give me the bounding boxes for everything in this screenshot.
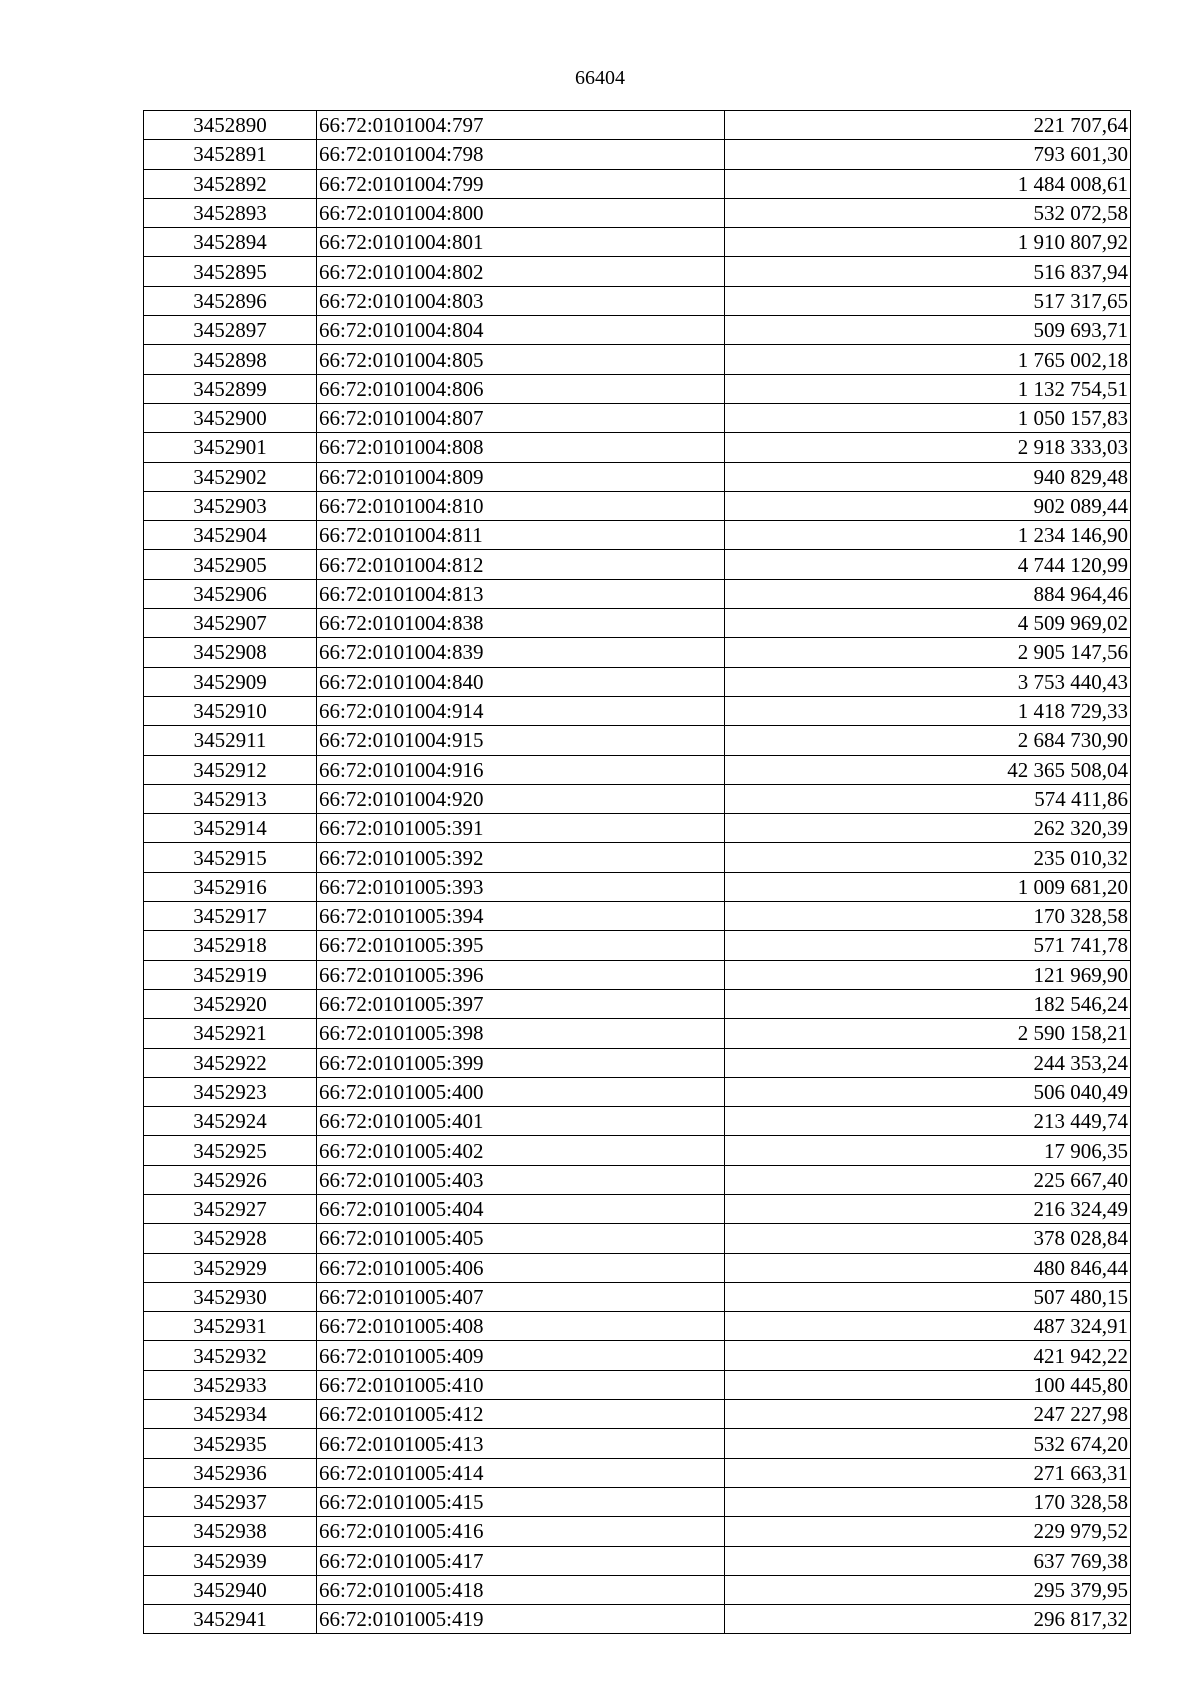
cadastral-number-cell: 66:72:0101005:395 xyxy=(317,931,725,960)
cadastral-number-cell: 66:72:0101005:412 xyxy=(317,1400,725,1429)
cadastral-value-cell: 571 741,78 xyxy=(725,931,1131,960)
cadastral-value-cell: 507 480,15 xyxy=(725,1282,1131,1311)
row-number-cell: 3452916 xyxy=(144,872,317,901)
cadastral-value-cell: 221 707,64 xyxy=(725,111,1131,140)
cadastral-number-cell: 66:72:0101004:809 xyxy=(317,462,725,491)
cadastral-value-cell: 1 132 754,51 xyxy=(725,374,1131,403)
cadastral-number-cell: 66:72:0101005:394 xyxy=(317,902,725,931)
table-row xyxy=(144,1575,1131,1604)
row-number-cell: 3452931 xyxy=(144,1312,317,1341)
row-number-cell: 3452924 xyxy=(144,1107,317,1136)
table-row xyxy=(144,1517,1131,1546)
cadastral-value-cell: 940 829,48 xyxy=(725,462,1131,491)
cadastral-value-cell: 884 964,46 xyxy=(725,579,1131,608)
table-row xyxy=(144,521,1131,550)
table-row xyxy=(144,462,1131,491)
table-row xyxy=(144,403,1131,432)
table-row xyxy=(144,374,1131,403)
table-row xyxy=(144,198,1131,227)
row-number-cell: 3452939 xyxy=(144,1546,317,1575)
table-row xyxy=(144,1019,1131,1048)
cadastral-value-cell: 296 817,32 xyxy=(725,1605,1131,1634)
row-number-cell: 3452907 xyxy=(144,609,317,638)
cadastral-number-cell: 66:72:0101005:397 xyxy=(317,989,725,1018)
cadastral-value-cell: 121 969,90 xyxy=(725,960,1131,989)
cadastral-number-cell: 66:72:0101004:812 xyxy=(317,550,725,579)
row-number-cell: 3452920 xyxy=(144,989,317,1018)
row-number-cell: 3452891 xyxy=(144,140,317,169)
row-number-cell: 3452925 xyxy=(144,1136,317,1165)
cadastral-value-cell: 2 918 333,03 xyxy=(725,433,1131,462)
cadastral-number-cell: 66:72:0101004:801 xyxy=(317,228,725,257)
cadastral-value-cell: 247 227,98 xyxy=(725,1400,1131,1429)
row-number-cell: 3452913 xyxy=(144,784,317,813)
cadastral-number-cell: 66:72:0101005:392 xyxy=(317,843,725,872)
cadastral-number-cell: 66:72:0101004:840 xyxy=(317,667,725,696)
table-row xyxy=(144,550,1131,579)
cadastral-value-cell: 4 744 120,99 xyxy=(725,550,1131,579)
cadastral-number-cell: 66:72:0101005:409 xyxy=(317,1341,725,1370)
cadastral-number-cell: 66:72:0101005:405 xyxy=(317,1224,725,1253)
row-number-cell: 3452898 xyxy=(144,345,317,374)
cadastral-number-cell: 66:72:0101004:916 xyxy=(317,755,725,784)
cadastral-value-cell: 509 693,71 xyxy=(725,316,1131,345)
table-row xyxy=(144,1253,1131,1282)
cadastral-value-cell: 532 674,20 xyxy=(725,1429,1131,1458)
cadastral-number-cell: 66:72:0101004:797 xyxy=(317,111,725,140)
cadastral-value-cell: 42 365 508,04 xyxy=(725,755,1131,784)
cadastral-value-cell: 1 910 807,92 xyxy=(725,228,1131,257)
cadastral-number-cell: 66:72:0101004:803 xyxy=(317,286,725,315)
cadastral-number-cell: 66:72:0101005:417 xyxy=(317,1546,725,1575)
cadastral-value-cell: 1 484 008,61 xyxy=(725,169,1131,198)
cadastral-value-cell: 421 942,22 xyxy=(725,1341,1131,1370)
table-row xyxy=(144,902,1131,931)
table-row xyxy=(144,609,1131,638)
row-number-cell: 3452934 xyxy=(144,1400,317,1429)
row-number-cell: 3452899 xyxy=(144,374,317,403)
row-number-cell: 3452926 xyxy=(144,1165,317,1194)
table-row xyxy=(144,931,1131,960)
cadastral-value-cell: 480 846,44 xyxy=(725,1253,1131,1282)
cadastral-value-cell: 517 317,65 xyxy=(725,286,1131,315)
table-row xyxy=(144,726,1131,755)
row-number-cell: 3452912 xyxy=(144,755,317,784)
row-number-cell: 3452941 xyxy=(144,1605,317,1634)
cadastral-value-cell: 532 072,58 xyxy=(725,198,1131,227)
table-row xyxy=(144,784,1131,813)
cadastral-number-cell: 66:72:0101005:408 xyxy=(317,1312,725,1341)
cadastral-number-cell: 66:72:0101005:413 xyxy=(317,1429,725,1458)
cadastral-value-cell: 516 837,94 xyxy=(725,257,1131,286)
row-number-cell: 3452921 xyxy=(144,1019,317,1048)
row-number-cell: 3452933 xyxy=(144,1370,317,1399)
cadastral-value-cell: 2 905 147,56 xyxy=(725,638,1131,667)
cadastral-number-cell: 66:72:0101005:407 xyxy=(317,1282,725,1311)
cadastral-value-table xyxy=(143,110,1131,1634)
table-row xyxy=(144,960,1131,989)
page-number: 66404 xyxy=(575,67,625,89)
table-row xyxy=(144,257,1131,286)
cadastral-number-cell: 66:72:0101005:401 xyxy=(317,1107,725,1136)
table-row xyxy=(144,1282,1131,1311)
cadastral-number-cell: 66:72:0101004:800 xyxy=(317,198,725,227)
cadastral-number-cell: 66:72:0101005:399 xyxy=(317,1048,725,1077)
table-row xyxy=(144,1077,1131,1106)
row-number-cell: 3452929 xyxy=(144,1253,317,1282)
row-number-cell: 3452915 xyxy=(144,843,317,872)
cadastral-number-cell: 66:72:0101005:418 xyxy=(317,1575,725,1604)
cadastral-value-cell: 574 411,86 xyxy=(725,784,1131,813)
table-row xyxy=(144,345,1131,374)
cadastral-number-cell: 66:72:0101004:839 xyxy=(317,638,725,667)
cadastral-number-cell: 66:72:0101005:406 xyxy=(317,1253,725,1282)
cadastral-value-cell: 1 765 002,18 xyxy=(725,345,1131,374)
row-number-cell: 3452936 xyxy=(144,1458,317,1487)
cadastral-value-cell: 295 379,95 xyxy=(725,1575,1131,1604)
cadastral-number-cell: 66:72:0101005:400 xyxy=(317,1077,725,1106)
cadastral-value-cell: 216 324,49 xyxy=(725,1194,1131,1223)
table-row xyxy=(144,1048,1131,1077)
cadastral-value-cell: 4 509 969,02 xyxy=(725,609,1131,638)
cadastral-number-cell: 66:72:0101005:404 xyxy=(317,1194,725,1223)
table-row xyxy=(144,1136,1131,1165)
table-row xyxy=(144,1605,1131,1634)
cadastral-value-cell: 225 667,40 xyxy=(725,1165,1131,1194)
table-row xyxy=(144,1165,1131,1194)
table-body xyxy=(144,111,1131,1634)
cadastral-value-cell: 229 979,52 xyxy=(725,1517,1131,1546)
row-number-cell: 3452892 xyxy=(144,169,317,198)
row-number-cell: 3452935 xyxy=(144,1429,317,1458)
table-row xyxy=(144,286,1131,315)
table-row xyxy=(144,579,1131,608)
cadastral-value-cell: 170 328,58 xyxy=(725,902,1131,931)
cadastral-value-cell: 1 009 681,20 xyxy=(725,872,1131,901)
cadastral-number-cell: 66:72:0101004:807 xyxy=(317,403,725,432)
cadastral-number-cell: 66:72:0101004:799 xyxy=(317,169,725,198)
row-number-cell: 3452910 xyxy=(144,696,317,725)
cadastral-number-cell: 66:72:0101005:419 xyxy=(317,1605,725,1634)
row-number-cell: 3452938 xyxy=(144,1517,317,1546)
table-row xyxy=(144,1546,1131,1575)
cadastral-number-cell: 66:72:0101004:838 xyxy=(317,609,725,638)
table-row xyxy=(144,1341,1131,1370)
row-number-cell: 3452909 xyxy=(144,667,317,696)
table-row xyxy=(144,696,1131,725)
cadastral-number-cell: 66:72:0101005:416 xyxy=(317,1517,725,1546)
row-number-cell: 3452923 xyxy=(144,1077,317,1106)
table-row xyxy=(144,1458,1131,1487)
cadastral-value-cell: 182 546,24 xyxy=(725,989,1131,1018)
cadastral-number-cell: 66:72:0101004:920 xyxy=(317,784,725,813)
cadastral-number-cell: 66:72:0101005:410 xyxy=(317,1370,725,1399)
cadastral-number-cell: 66:72:0101005:403 xyxy=(317,1165,725,1194)
table-row xyxy=(144,1194,1131,1223)
row-number-cell: 3452894 xyxy=(144,228,317,257)
cadastral-value-cell: 2 684 730,90 xyxy=(725,726,1131,755)
table-row xyxy=(144,638,1131,667)
table-row xyxy=(144,169,1131,198)
row-number-cell: 3452895 xyxy=(144,257,317,286)
row-number-cell: 3452917 xyxy=(144,902,317,931)
cadastral-value-cell: 213 449,74 xyxy=(725,1107,1131,1136)
cadastral-number-cell: 66:72:0101005:393 xyxy=(317,872,725,901)
row-number-cell: 3452928 xyxy=(144,1224,317,1253)
cadastral-number-cell: 66:72:0101005:402 xyxy=(317,1136,725,1165)
cadastral-value-cell: 235 010,32 xyxy=(725,843,1131,872)
cadastral-value-cell: 17 906,35 xyxy=(725,1136,1131,1165)
row-number-cell: 3452932 xyxy=(144,1341,317,1370)
cadastral-number-cell: 66:72:0101004:806 xyxy=(317,374,725,403)
row-number-cell: 3452904 xyxy=(144,521,317,550)
cadastral-value-cell: 262 320,39 xyxy=(725,814,1131,843)
row-number-cell: 3452908 xyxy=(144,638,317,667)
cadastral-value-cell: 1 418 729,33 xyxy=(725,696,1131,725)
row-number-cell: 3452900 xyxy=(144,403,317,432)
row-number-cell: 3452914 xyxy=(144,814,317,843)
cadastral-number-cell: 66:72:0101005:415 xyxy=(317,1487,725,1516)
table-row xyxy=(144,1224,1131,1253)
table-row xyxy=(144,989,1131,1018)
cadastral-value-cell: 2 590 158,21 xyxy=(725,1019,1131,1048)
row-number-cell: 3452911 xyxy=(144,726,317,755)
table-row xyxy=(144,491,1131,520)
cadastral-value-cell: 902 089,44 xyxy=(725,491,1131,520)
row-number-cell: 3452901 xyxy=(144,433,317,462)
cadastral-number-cell: 66:72:0101004:808 xyxy=(317,433,725,462)
cadastral-number-cell: 66:72:0101004:813 xyxy=(317,579,725,608)
row-number-cell: 3452919 xyxy=(144,960,317,989)
cadastral-number-cell: 66:72:0101005:396 xyxy=(317,960,725,989)
row-number-cell: 3452902 xyxy=(144,462,317,491)
cadastral-value-cell: 378 028,84 xyxy=(725,1224,1131,1253)
table-row xyxy=(144,1400,1131,1429)
table-row xyxy=(144,316,1131,345)
row-number-cell: 3452922 xyxy=(144,1048,317,1077)
row-number-cell: 3452903 xyxy=(144,491,317,520)
row-number-cell: 3452937 xyxy=(144,1487,317,1516)
table-row xyxy=(144,843,1131,872)
table-row xyxy=(144,140,1131,169)
row-number-cell: 3452897 xyxy=(144,316,317,345)
table-row xyxy=(144,433,1131,462)
row-number-cell: 3452893 xyxy=(144,198,317,227)
row-number-cell: 3452918 xyxy=(144,931,317,960)
cadastral-value-cell: 637 769,38 xyxy=(725,1546,1131,1575)
cadastral-value-cell: 793 601,30 xyxy=(725,140,1131,169)
table-row xyxy=(144,111,1131,140)
row-number-cell: 3452906 xyxy=(144,579,317,608)
cadastral-value-cell: 3 753 440,43 xyxy=(725,667,1131,696)
cadastral-number-cell: 66:72:0101004:798 xyxy=(317,140,725,169)
cadastral-value-cell: 506 040,49 xyxy=(725,1077,1131,1106)
table-row xyxy=(144,1312,1131,1341)
row-number-cell: 3452927 xyxy=(144,1194,317,1223)
cadastral-number-cell: 66:72:0101004:915 xyxy=(317,726,725,755)
table-row xyxy=(144,872,1131,901)
cadastral-value-cell: 487 324,91 xyxy=(725,1312,1131,1341)
cadastral-number-cell: 66:72:0101005:414 xyxy=(317,1458,725,1487)
cadastral-number-cell: 66:72:0101004:914 xyxy=(317,696,725,725)
table-row xyxy=(144,755,1131,784)
cadastral-value-cell: 170 328,58 xyxy=(725,1487,1131,1516)
cadastral-number-cell: 66:72:0101004:810 xyxy=(317,491,725,520)
row-number-cell: 3452940 xyxy=(144,1575,317,1604)
cadastral-number-cell: 66:72:0101004:811 xyxy=(317,521,725,550)
cadastral-number-cell: 66:72:0101005:398 xyxy=(317,1019,725,1048)
table-row xyxy=(144,1370,1131,1399)
table-row xyxy=(144,1487,1131,1516)
cadastral-number-cell: 66:72:0101004:805 xyxy=(317,345,725,374)
cadastral-value-cell: 1 050 157,83 xyxy=(725,403,1131,432)
cadastral-value-cell: 244 353,24 xyxy=(725,1048,1131,1077)
row-number-cell: 3452890 xyxy=(144,111,317,140)
row-number-cell: 3452905 xyxy=(144,550,317,579)
cadastral-value-cell: 1 234 146,90 xyxy=(725,521,1131,550)
table-row xyxy=(144,1429,1131,1458)
row-number-cell: 3452896 xyxy=(144,286,317,315)
cadastral-value-cell: 271 663,31 xyxy=(725,1458,1131,1487)
table-row xyxy=(144,667,1131,696)
cadastral-number-cell: 66:72:0101004:802 xyxy=(317,257,725,286)
table-row xyxy=(144,814,1131,843)
row-number-cell: 3452930 xyxy=(144,1282,317,1311)
cadastral-number-cell: 66:72:0101004:804 xyxy=(317,316,725,345)
cadastral-number-cell: 66:72:0101005:391 xyxy=(317,814,725,843)
cadastral-value-cell: 100 445,80 xyxy=(725,1370,1131,1399)
table-row xyxy=(144,1107,1131,1136)
table-row xyxy=(144,228,1131,257)
